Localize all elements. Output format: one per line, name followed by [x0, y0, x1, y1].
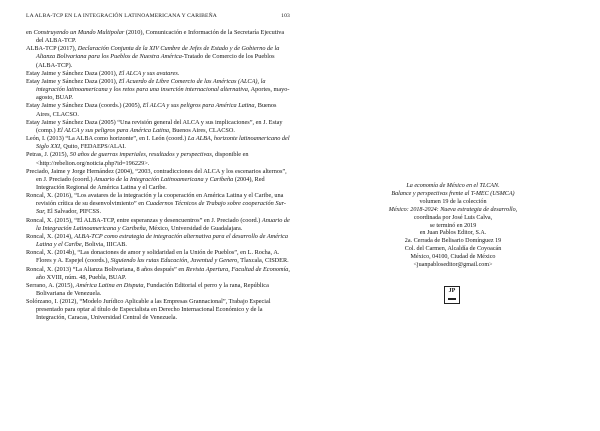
entry-title-italic: Anuario de la Integración Latinoamericana y Caribeña — [93, 175, 234, 183]
colophon-line: se terminó en 2019 — [429, 222, 477, 229]
colophon-line: La economía de México en el TLCAN. — [406, 183, 500, 189]
entry-text: Estay Jaime y Sánchez Daza (2005) “Una revisión general del ALCA y sus implicaciones”, en J. Estay (comp.) — [26, 118, 283, 134]
bibliography-entry — [26, 266, 290, 282]
entry-title-italic: Siguiendo las rutas Educación, Juventud y Genero, — [110, 257, 239, 265]
colophon-line: en Juan Pablos Editor, S.A. — [419, 230, 487, 237]
bibliography-entry — [26, 168, 290, 192]
entry-text: Buenos Aires, CLACSO. — [36, 102, 277, 118]
entry-text: Roncal, X. (2016), “Los avatares de la integración y la cooperación en América Latina y el Caribe, una revisión crítica de su desenvolvimiento” en — [26, 192, 284, 208]
entry-text: Serrano, A. (2015), — [26, 281, 76, 289]
entry-text: Roncal, X. (2014), — [26, 232, 75, 240]
entry-text: (2004), Red Integración Regional de América Latina y el Caribe. — [36, 175, 265, 191]
entry-title-italic: El ALCA y sus avatares. — [118, 69, 180, 77]
entry-text: Estay Jaime y Sánchez Daza (2001), — [26, 69, 119, 77]
bibliography-entry — [26, 29, 290, 45]
entry-title-italic: El ALCA y sus peligros para América Latina, — [142, 102, 257, 110]
left-page — [26, 0, 290, 431]
bibliography-entry — [26, 298, 290, 322]
bibliography-entry — [26, 135, 290, 151]
entry-text: Solórzano, I. (2012), “Modelo Jurídico Aplicable a las Empresas Grannacional”, Trabajo Especial presentado para optar al título de Especialista en Derecho Internacional Económico y de la Integración, Caracas, Universidad Central de Venezuela. — [26, 298, 271, 322]
entry-text: (2010), Comunicación e Información de la Secretaría Ejecutiva del ALBA-TCP. — [36, 29, 285, 45]
entry-text: México, Universidad de Guadalajara. — [147, 224, 243, 232]
entry-text: Aportes, mayo-agosto, BUAP. — [36, 86, 290, 102]
entry-title-italic: Declaración Conjunta de la XIV Cumbre de Jefes de Estado y de Gobierno de la Alianza Bolivariana para los Pueblos de Nuestra América- — [36, 45, 280, 61]
bibliography-entry — [26, 282, 290, 298]
entry-text: Roncal, X. (2013) “La Alianza Bolivariana, 8 años después” en — [26, 265, 186, 273]
colophon-line: Balance y perspectivas frente al T-MEC (USMCA) — [391, 190, 515, 197]
colophon-line: 2a. Cerrada de Belisario Domínguez 19 — [404, 238, 502, 245]
entry-text: en — [26, 29, 34, 36]
entry-title-italic: Anuario de la Integración Latinoamericana y Caribeña, — [36, 216, 290, 232]
colophon-line: México, 04100, Ciudad de México — [410, 254, 496, 261]
entry-text: León, I. (2013) “La ALBA como horizonte”, en I. León (coord.) — [26, 135, 188, 143]
bibliography-list — [26, 29, 290, 323]
colophon-line: volumen 19 de la colección — [419, 198, 487, 205]
entry-title-italic: El Acuerdo de Libre Comercio de las Américas (ALCA), la integración latinoamericana y los retos para una inserción internacional alternativa, — [36, 77, 266, 94]
bibliography-entry — [26, 233, 290, 249]
colophon-line: México: 2018-2024: Nueva estrategia de desarrollo, — [388, 206, 518, 213]
entry-title-italic: Construyendo un Mundo Multipolar — [33, 29, 125, 36]
publisher-logo-icon — [444, 286, 460, 304]
entry-text: Estay Jaime y Sánchez Daza (coords.) (2005), — [26, 102, 143, 110]
right-page — [318, 0, 588, 431]
bibliography-entry — [26, 249, 290, 265]
entry-title-italic: El ALCA y sus peligros para América Latina, — [57, 126, 171, 134]
entry-text: Bolivia, IIICAB. — [83, 241, 127, 249]
entry-text: disponible en <http://rebelion.org/noticia.php?id=196229>. — [36, 151, 249, 167]
entry-title-italic: ALBA-TCP como estrategia de integración alternativa para el desarrollo de América Latina y el Caribe, — [36, 232, 289, 249]
page-number: 103 — [281, 13, 290, 19]
entry-title-italic: 50 años de guerras imperiales, resultados y perspectivas, — [69, 151, 214, 159]
entry-text: Fundación Editorial el perro y la rana, República Bolivariana de Venezuela. — [36, 281, 269, 297]
running-head — [26, 11, 290, 21]
bibliography-entry — [26, 119, 290, 135]
colophon-line: <juanpabloseditor@gmail.com> — [413, 262, 493, 269]
entry-text: Estay Jaime y Sánchez Daza (2001), — [26, 77, 119, 85]
bibliography-entry — [26, 192, 290, 216]
bibliography-entry — [26, 151, 290, 167]
entry-text: Tlaxcala, CISDER. — [238, 257, 289, 265]
entry-text: Roncal, X. (2014b), “Las donaciones de amor y solidaridad en la Unión de Pueblos”, en L. Rocha, A. Flores y A. Espejel (coords.), — [26, 249, 280, 265]
bibliography-entry — [26, 70, 290, 78]
entry-title-italic: La ALBA, horizonte latinoamericano del Siglo XXI, — [36, 135, 290, 151]
colophon-line: coordinada por José Luis Calva, — [413, 214, 493, 221]
publisher-logo-bar — [448, 298, 456, 300]
entry-text: Buenos Aires, CLACSO. — [170, 126, 235, 134]
bibliography-entry — [26, 217, 290, 233]
entry-text: Quito, FEDAEPS/ALAI. — [61, 143, 126, 151]
running-head-title: LA ALBA-TCP EN LA INTEGRACIÓN LATINOAMERICANA Y CARIBEÑA — [26, 13, 217, 19]
entry-text: Preciado, Jaime y Jorge Hernández (2004), “2003, contradicciones del ALCA y los escenarios alternos”, en J. Preciado (coord.) — [26, 167, 287, 183]
bibliography-entry — [26, 78, 290, 102]
colophon-line: Col. del Carmen, Alcaldía de Coyoacán — [404, 246, 502, 253]
bibliography-entry — [26, 102, 290, 118]
entry-title-italic: Cuadernos Técnicos de Trabajo sobre cooperación Sur-Sur, — [36, 200, 286, 216]
entry-title-italic: América Latina en Disputa, — [75, 281, 146, 289]
entry-title-italic: Revista Apertura, Facultad de Economía, — [185, 265, 290, 273]
entry-text: año XVIII, núm. 48, Puebla, BUAP. — [36, 273, 127, 281]
entry-text: Petras, J. (2015), — [26, 151, 70, 159]
entry-text: ALBA-TCP (2017), — [26, 45, 78, 53]
colophon — [318, 183, 588, 270]
bibliography-entry — [26, 45, 290, 69]
entry-text: Tratado de Comercio de los Pueblos (ALBA-TCP). — [36, 53, 275, 69]
entry-text: El Salvador, PIFCSS. — [45, 208, 102, 216]
entry-text: Roncal, X. (2015), “El ALBA-TCP, entre esperanzas y desencuentros” en J. Preciado (coord.) — [26, 216, 262, 224]
publisher-logo-text: JP — [448, 288, 456, 294]
